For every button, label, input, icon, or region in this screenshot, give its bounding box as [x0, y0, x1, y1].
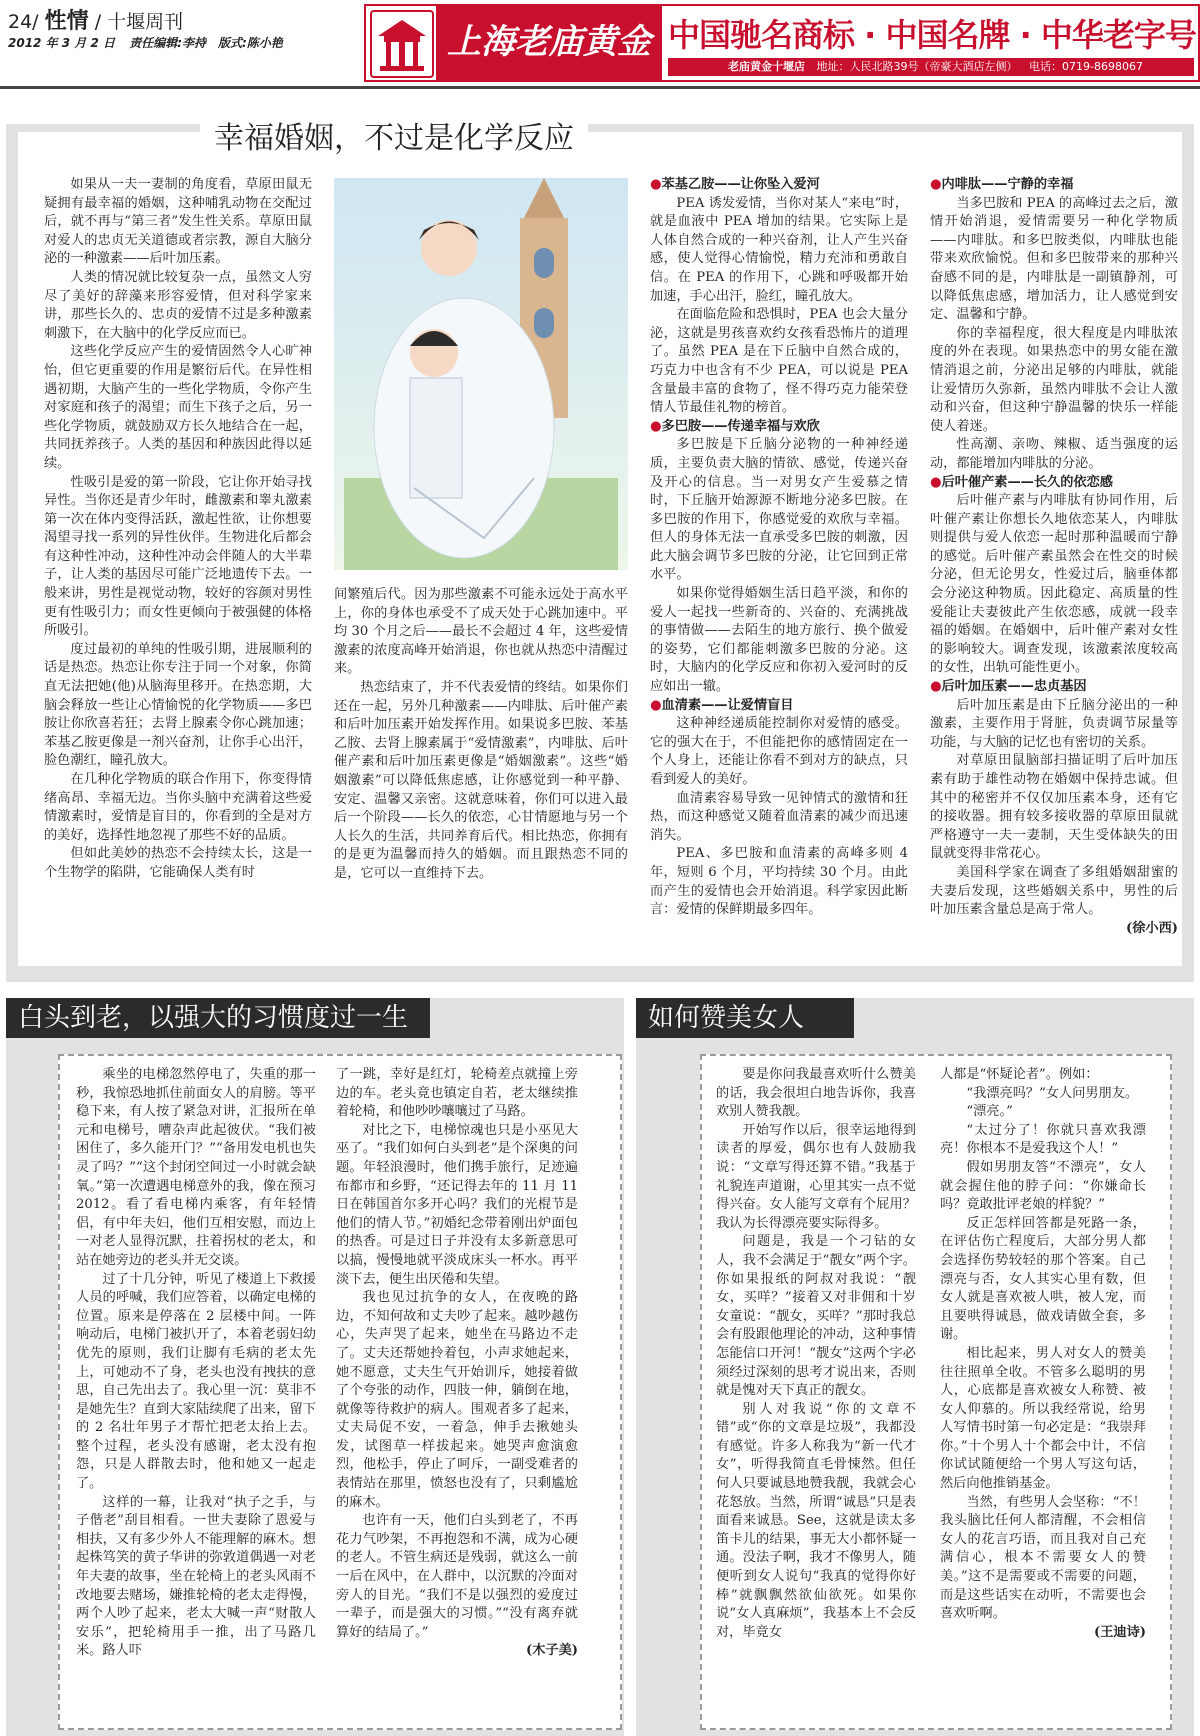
paragraph: 人类的情况就比较复杂一点，虽然文人穷尽了美好的辞藻来形容爱情，但对科学家来讲，那些长久的、忠贞的爱情不过是多种激素刺激下，在大脑中的化学反应而已。	[44, 269, 312, 341]
paragraph: 这些化学反应产生的爱情固然令人心旷神怡，但它更重要的作用是繁衍后代。在异性相遇初期，大脑产生的一些化学物质，令你产生对家庭和孩子的渴望；而生下孩子之后，另一些化学物质，就鼓励双方长久地结合在一起，共同抚养孩子。人类的基因和种族因此得以延续。	[44, 344, 312, 471]
paragraph: 如果从一夫一妻制的角度看，草原田鼠无疑拥有最幸福的婚姻，这种哺乳动物在交配过后，就不再与“第三者”发生性关系。草原田鼠对爱人的忠贞无关道德或者宗教，源自大脑分泌的一种激素——后叶加压素。	[44, 177, 312, 267]
paragraph: 乘坐的电梯忽然停电了，失重的那一秒，我惊恐地抓住前面女人的肩膀。等平稳下来，有人按了紧急对讲，汇报所在单元和电梯号，嘈杂声此起彼伏。“我们被困住了，多久能开门？”“备用发电机也失灵了吗？”“这个封闭空间过一小时就会缺氧。”第一次遭遇电梯意外的我，像在预习 2012。看了看电梯内乘客，有年轻情侣，有中年夫妇，他们互相安慰，而边上一对老人显得沉默，拄着拐杖的老太，和站在她旁边的老头并无交谈。	[76, 1067, 316, 1268]
paragraph: 美国科学家在调查了多组婚姻甜蜜的夫妻后发现，这些婚姻关系中，男性的后叶加压素含量总是高于常人。	[930, 864, 1178, 918]
paragraph: 但如此美妙的热恋不会持续太长，这是一个生物学的陷阱，它能确保人类有时	[44, 846, 312, 880]
paragraph: PEA 诱发爱情，当你对某人“来电”时，就是血液中 PEA 增加的结果。它实际上是人体自然合成的一种兴奋剂，让人产生兴奋感，使人觉得心情愉悦，精力充沛和勇敢自信。在 PEA 的作用下，心跳和呼吸都开始加速，手心出汗，脸红，瞳孔放大。	[650, 195, 908, 304]
paragraph: 对草原田鼠脑部扫描证明了后叶加压素有助于雄性动物在婚姻中保持忠诚。但其中的秘密并不仅仅加压素本身，还有它的接收器。拥有较多接收器的草原田鼠就严格遵守一夫一妻制，天生受体缺失的田鼠就变得非常花心。	[930, 753, 1178, 862]
paragraph: 对比之下，电梯惊魂也只是小巫见大巫了。“我们如何白头到老”是个深奥的问题。年轻浪漫时，他们携手旅行，足迹遍布都市和乡野，“还记得去年的 11 月 11 日在韩国首尔多开心吗？我们的光棍节是他们的情人节。”初婚纪念带着刚出炉面包的热香。可是过日子并没有太多新意思可以搞，慢慢地就平淡成床头一杯水。再平淡下去，便生出厌倦和失望。	[336, 1122, 578, 1287]
ad-banner[interactable]	[364, 4, 1200, 82]
paragraph: 了一跳，幸好是红灯，轮椅差点就撞上旁边的车。老头竟也镇定自若，老太继续推着轮椅，和他吵吵嚷嚷过了马路。	[336, 1067, 578, 1120]
article1-column-4	[930, 176, 1178, 938]
paragraph: 在几种化学物质的联合作用下，你变得情绪高昂、幸福无边。当你头脑中充满着这些爱情激素时，爱情是盲目的，你看到的全是对方的美好，选择性地忽视了那些不好的品质。	[44, 772, 312, 843]
paragraph: PEA、多巴胺和血清素的高峰多则 4 年，短则 6 个月，平均持续 30 个月。由此而产生的爱情也会开始消退。科学家因此断言：爱情的保鲜期最多四年。	[650, 846, 908, 918]
paragraph: 间繁殖后代。因为那些激素不可能永远处于高水平上，你的身体也承受不了成天处于心跳加速中。平均 30 个月之后——最长不会超过 4 年，这些爱情激素的浓度高峰开始消退，你也就从热恋中清醒过来。	[334, 587, 628, 677]
ad-phone: 电话：0719-8698067	[1029, 60, 1143, 73]
paragraph: 过了十几分钟，听见了楼道上下救援人员的呼喊，我们应答着，以确定电梯的位置。原来是停落在 2 层楼中间。一阵响动后，电梯门被扒开了，本着老弱妇幼优先的原则，我们让脚有毛病的老太先上，可她动不了身，老头也没有拽扶的意思，自己先出去了。我心里一沉：莫非不是她先生？直到大家陆续爬了出来，留下的 2 名壮年男子才帮忙把老太抬上去。整个过程，老头没有感谢，老太没有抱怨，只是人群散去时，他和她又一起走了。	[76, 1271, 316, 1492]
paragraph: “太过分了！你就只喜欢我漂亮！你根本不是爱我这个人！”	[940, 1122, 1146, 1157]
paragraph: 性高潮、亲吻、辣椒、适当强度的运动，都能增加内啡肽的分泌。	[930, 437, 1178, 471]
paragraph: 多巴胺是下丘脑分泌物的一种神经递质，主要负责大脑的情欲、感觉，传递兴奋及开心的信息。当一对男女产生爱慕之情时，下丘脑开始源源不断地分泌多巴胺。在多巴胺的作用下，你感觉爱的欢欣与幸福。但人的身体无法一直承受多巴胺的刺激，因此大脑会调节多巴胺的分泌，让它回到正常水平。	[650, 437, 908, 583]
article3-column-1	[716, 1066, 916, 1642]
article3-author: (王迪诗)	[1093, 1624, 1146, 1640]
issue-date: 2012 年 3 月 2 日	[8, 36, 115, 50]
ad-brand: 上海老庙黄金	[436, 6, 662, 80]
paragraph: 开始写作以后，很幸运地得到读者的厚爱，偶尔也有人鼓励我说：“文章写得还算不错。”我基于礼貌连声道谢，心里其实一点不觉得兴奋。女人能写文章有个屁用？我认为长得漂亮要实际得多。	[716, 1122, 916, 1231]
paragraph: 你的幸福程度，很大程度是内啡肽浓度的外在表现。如果热恋中的男女能在激情消退之前，分泌出足够的内啡肽，就能让爱情历久弥新，虽然内啡肽不会让人激动和兴奋，但这种宁静温馨的快乐一样能使人着迷。	[930, 325, 1178, 434]
article2-column-1	[76, 1066, 316, 1661]
paragraph: 我也见过抗争的女人，在夜晚的路边，不知何故和丈夫吵了起来。越吵越伤心，失声哭了起来，她坐在马路边不走了。丈夫还帮她拎着包，小声求她起来，她不愿意，丈夫生气开始训斥，她接着做了个夸张的动作，四肢一伸，躺倒在地，就像等待救护的病人。围观者多了起来，丈夫局促不安，一着急，伸手去揪她头发，试图草一样拔起来。她哭声愈演愈烈，他松手，停止了呵斥，一副受难者的表情站在那里，愤怒也没有了，只剩尴尬的麻木。	[336, 1290, 578, 1510]
article1-title: 幸福婚姻，不过是化学反应	[200, 118, 588, 160]
wedding-illustration	[334, 178, 628, 570]
paragraph: 后叶加压素是由下丘脑分泌出的一种激素，主要作用于肾脏，负责调节尿量等功能，与大脑的记忆也有密切的关系。	[930, 697, 1178, 750]
paragraph: 度过最初的单纯的性吸引期，进展顺利的话是热恋。热恋让你专注于同一个对象，你简直无法把她(他)从脑海里移开。在热恋期，大脑会释放一些让心情愉悦的化学物质——多巴胺让你欣喜若狂；去肾上腺素令你心跳加速；苯基乙胺更像是一剂兴奋剂，让你手心出汗，脸色潮红，瞳孔放大。	[44, 641, 312, 769]
article1-column-2	[334, 586, 628, 884]
temple-logo-icon	[370, 10, 434, 78]
paragraph: 假如男朋友答“不漂亮”，女人就会握住他的脖子问：“你嫌命长吗？竟敢批评老娘的样貌？”	[940, 1159, 1146, 1213]
paper-name: / 十堰周刊	[94, 11, 184, 33]
article2-title: 白头到老，以强大的习惯度过一生	[6, 998, 430, 1038]
ad-info-bar	[668, 58, 1194, 76]
paragraph: 在面临危险和恐惧时，PEA 也会大量分泌，这就是男孩喜欢约女孩看恐怖片的道理了。虽然 PEA 是在下丘脑中自然合成的，巧克力中也含有不少 PEA，可以说是 PEA 含量最丰富的食物了，怪不得巧克力能荣登情人节最佳礼物的榜首。	[650, 307, 908, 416]
paragraph: 也许有一天，他们白头到老了，不再花力气吵架，不再抱怨和不满，成为心硬的老人。不管生病还是残弱，就这么一前一后在风中，在人群中，以沉默的冷面对旁人的目光。“我们不是以强烈的爱度过一辈子，而是强大的习惯。”“没有离弃就算好的结局了。”	[336, 1513, 578, 1640]
paragraph: 性吸引是爱的第一阶段，它让你开始寻找异性。当你还是青少年时，雌激素和睾丸激素第一次在体内变得活跃，激起性欲，让你想要渴望寻找一系列的异性伙伴。生物进化后都会有这种性冲动，这种性冲动会伴随人的大半辈子，让人类的基因尽可能广泛地遗传下去。一般来讲，男性是视觉动物，较好的容颜对男性更有性吸引力；而女性更倾向于被强健的体格所吸引。	[44, 474, 312, 639]
paragraph: 血清素容易导致一见钟情式的激情和狂热，而这种感觉又随着血清素的减少而迅速消失。	[650, 790, 908, 843]
credits: 责任编辑:李持 版式:陈小艳	[129, 36, 283, 50]
paragraph: 当多巴胺和 PEA 的高峰过去之后，激情开始消退，爱情需要另一种化学物质——内啡肽。和多巴胺类似，内啡肽也能带来欢欣愉悦。但和多巴胺带来的那种兴奋感不同的是，内啡肽是一副镇静剂，可以降低焦虑感，增加活力，让人感觉到安定、温馨和宁静。	[930, 195, 1178, 323]
page-number: 24/	[8, 11, 39, 33]
paragraph: 反正怎样回答都是死路一条，在评估伤亡程度后，大部分男人都会选择伤势较轻的那个答案。自己漂亮与否，女人其实心里有数，但女人就是喜欢被人哄，被人宠，而且要哄得诚恳，做戏请做全套，多谢。	[940, 1215, 1146, 1343]
paragraph: 问题是，我是一个刁钻的女人，我不会满足于“靓女”两个字。你如果报纸的阿叔对我说：“靓女，买咩？”接着又对非佣和十岁女童说：“靓女，买咩？”那时我总会有股跟他理论的冲动，这种事情怎能信口开河！“靓女”这两个字必须经过深刻的思考才说出来，否则就是愧对天下真正的靓女。	[716, 1234, 916, 1399]
paragraph: 热恋结束了，并不代表爱情的终结。如果你们还在一起，另外几种激素——内啡肽、后叶催产素和后叶加压素开始发挥作用。如果说多巴胺、苯基乙胺、去肾上腺素属于“爱情激素”，内啡肽、后叶催产素和后叶加压素更像是“婚姻激素”。这些“婚姻激素”可以降低焦虑感，让你感觉到一种平静、安定、温馨又亲密。这就意味着，你们可以进入最后一个阶段——长久的依恋，心甘情愿地与另一个人长久的生活，共同养育后代。相比热恋，你拥有的是更为温馨而持久的婚姻。而且跟热恋不同的是，它可以一直维持下去。	[334, 679, 628, 881]
paragraph: 相比起来，男人对女人的赞美往往照单全收。不管多么聪明的男人，心底都是喜欢被女人称赞、被女人仰慕的。所以我经常说，给男人写情书时第一句必定是：“我崇拜你。”十个男人十个都会中计，不信你试试随便给一个男人写这句话，然后向他推销基金。	[940, 1345, 1146, 1492]
ad-slogan: 中国驰名商标 · 中国名牌 · 中华老字号	[668, 16, 1196, 54]
page-meta	[8, 34, 283, 51]
subheading: ●多巴胺——传递幸福与欢欣	[650, 418, 820, 434]
article2-column-2	[336, 1066, 578, 1661]
article1-column-3	[650, 176, 908, 920]
ad-address: 地址：人民北路39号（帝豪大酒店左侧）	[816, 60, 1018, 73]
header-divider	[0, 86, 1200, 89]
article3-title: 如何赞美女人	[636, 998, 854, 1038]
subheading: ●内啡肽——宁静的幸福	[930, 177, 1074, 192]
paragraph: 人都是“怀疑论者”。例如：	[940, 1067, 1099, 1082]
article1-author: (徐小西)	[1125, 920, 1178, 936]
paragraph: “我漂亮吗？”女人问男朋友。	[966, 1085, 1139, 1101]
ad-store: 老庙黄金十堰店	[728, 60, 805, 73]
section-name: 性情	[44, 9, 89, 34]
subheading: ●后叶加压素——忠贞基因	[930, 679, 1087, 695]
article1-column-1	[44, 176, 312, 883]
paragraph: 要是你问我最喜欢听什么赞美的话，我会很坦白地告诉你，我喜欢别人赞我靓。	[716, 1067, 916, 1120]
subheading: ●后叶催产素——长久的依恋感	[930, 474, 1113, 490]
article3-column-2	[940, 1066, 1146, 1642]
subheading: ●苯基乙胺——让你坠入爱河	[650, 177, 820, 192]
paragraph: 别人对我说“你的文章不错”或“你的文章是垃圾”，我都没有感觉。许多人称我为“新一代才女”，听得我简直毛骨悚然。但任何人只要诚恳地赞我靓，我就会心花怒放。当然，所谓“诚恳”只是表面看来诚恳。See，这就是读太多笛卡儿的结果，事无大小都怀疑一通。没法子啊，我才不像男人，随便听到女人说句“我真的觉得你好棒”就飘飘然欲仙欲死。如果你说“女人真麻烦”，我基本上不会反对，毕竟女	[716, 1401, 916, 1640]
paragraph: 当然，有些男人会坚称：“不！我头脑比任何人都清醒，不会相信女人的花言巧语，而且我对自己充满信心，根本不需要女人的赞美。”这不是需要或不需要的问题，而是这些话实在动听，不需要也会喜欢听啊。	[940, 1494, 1146, 1622]
paragraph: “漂亮。”	[966, 1104, 1013, 1120]
article2-author: (木子美)	[525, 1643, 578, 1659]
paragraph: 这种神经递质能控制你对爱情的感受。它的强大在于，不但能把你的感情固定在一个人身上，还能让你看不到对方的缺点，只看到爱人的美好。	[650, 716, 908, 787]
paragraph: 这样的一幕，让我对“执子之手，与子偕老”刮目相看。一世夫妻除了恩爱与相扶，又有多少外人不能理解的麻木。想起株笃笑的黄子华讲的弥敦道偶遇一对老年夫妻的故事，坐在轮椅上的老头风雨不改地要去赌场，嫌推轮椅的老太走得慢，两个人吵了起来，老太大喊一声“财散人安乐”，把轮椅用手一推，出了马路几米。路人吓	[76, 1494, 316, 1659]
paragraph: 如果你觉得婚姻生活日趋平淡，和你的爱人一起找一些新奇的、兴奋的、充满挑战的事情做——去陌生的地方旅行、换个做爱的姿势，它们都能刺激多巴胺的分泌。这时，大脑内的化学反应和你初入爱河时的反应如出一辙。	[650, 586, 908, 695]
page-header	[8, 4, 183, 35]
subheading: ●血清素——让爱情盲目	[650, 697, 794, 713]
paragraph: 后叶催产素与内啡肽有协同作用，后叶催产素让你想长久地依恋某人，内啡肽则提供与爱人依恋一起时那种温暖而宁静的感觉。后叶催产素虽然会在性交的时候分泌，但无论男女，性爱过后，脑垂体都会分泌这种物质。因此稳定、高质量的性爱能让夫妻彼此产生依恋感，成就一段幸福的婚姻。在婚姻中，后叶催产素对女性的影响较大。调查发现，该激素浓度较高的女性，出轨可能性更小。	[930, 493, 1178, 676]
